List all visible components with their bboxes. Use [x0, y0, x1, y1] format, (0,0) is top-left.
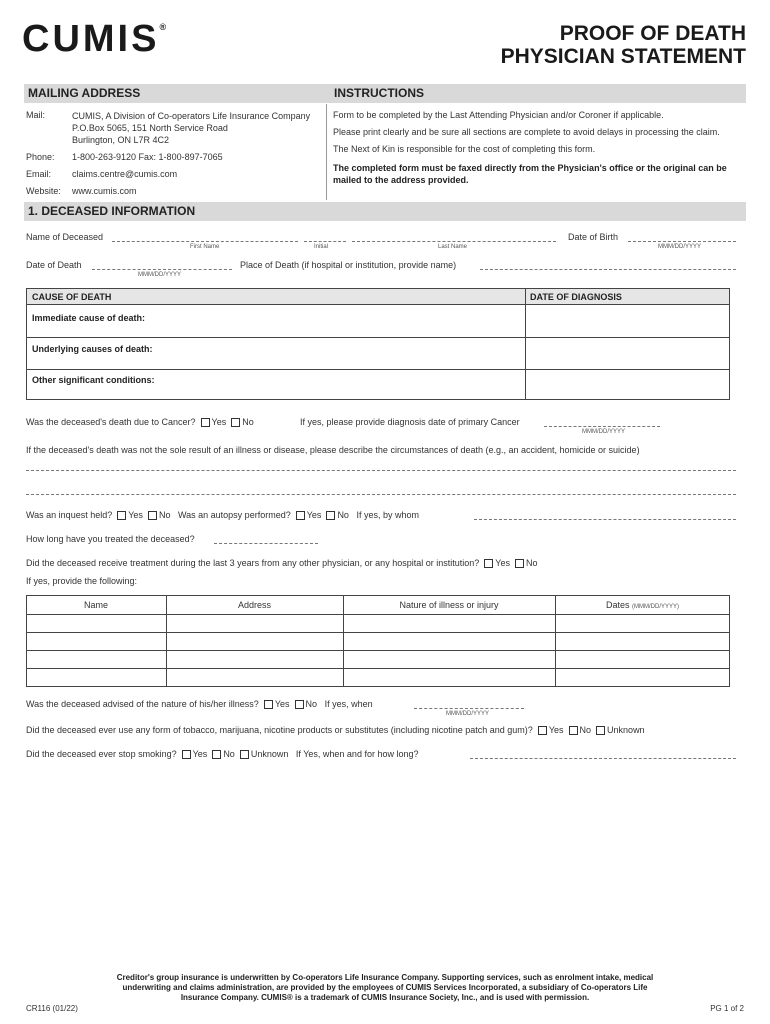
initial-caption: Initial [314, 244, 329, 250]
treatment-no-checkbox[interactable] [515, 559, 524, 568]
treatment-yes-checkbox[interactable] [484, 559, 493, 568]
instruction-4: The completed form must be faxed directly from the Physician's office or the original can be mailed to the address provided. [333, 163, 727, 185]
diagnosis-col-header: DATE OF DIAGNOSIS [530, 292, 622, 302]
dod-field[interactable] [92, 269, 232, 270]
mailing-address-heading: MAILING ADDRESS [24, 84, 330, 103]
cause-col-header: CAUSE OF DEATH [32, 292, 112, 302]
row-rule [26, 632, 730, 633]
cancer-date-field[interactable] [544, 426, 660, 427]
stop-no-checkbox[interactable] [212, 750, 221, 759]
advised-yes-checkbox[interactable] [264, 700, 273, 709]
dob-format: MMM/DD/YYYY [658, 244, 702, 250]
advised-date-field[interactable] [414, 708, 524, 709]
name-label: Name of Deceased [26, 232, 104, 242]
row-rule [26, 369, 730, 370]
tobacco-yes-checkbox[interactable] [538, 726, 547, 735]
circumstances-label: If the deceased's death was not the sole result of an illness or disease, please describe the circumstances of death (e.g., an accident, homicide or suicide) [26, 445, 640, 455]
footer-disclaimer: Creditor's group insurance is underwritten by Co-operators Life Insurance Company. Supporting services, such as enrolment intake, medical underwriting and claims administration, are provided by the employees of CUMIS Services Incorporated, a subsidiary of Co-operators Life Insurance Company. CUMIS® is a trademark of CUMIS Insurance Society, Inc., and is used with permission. [116, 973, 654, 1002]
stop-unknown-checkbox[interactable] [240, 750, 249, 759]
advised-no-checkbox[interactable] [295, 700, 304, 709]
row-rule [26, 614, 730, 615]
autopsy-yes-checkbox[interactable] [296, 511, 305, 520]
instructions-heading: INSTRUCTIONS [330, 84, 746, 103]
immediate-cause-label: Immediate cause of death: [32, 313, 146, 323]
cumis-logo: CUMIS® [22, 18, 170, 60]
pod-field[interactable] [480, 269, 736, 270]
initial-field[interactable] [304, 241, 346, 242]
cause-table-header [26, 288, 730, 305]
cancer-date-format: MMM/DD/YYYY [582, 429, 626, 435]
stop-smoking-question: Did the deceased ever stop smoking? Yes No Unknown If Yes, when and for how long? [26, 749, 419, 759]
email-label: Email: [26, 169, 52, 179]
instruction-1: Form to be completed by the Last Attending Physician and/or Coroner if applicable. [333, 110, 664, 120]
deceased-info-heading: 1. DECEASED INFORMATION [24, 202, 746, 221]
page-title: PROOF OF DEATH PHYSICIAN STATEMENT [500, 22, 746, 68]
mail-address: CUMIS, A Division of Co-operators Life Insurance Company P.O.Box 5065, 151 North Service Road Burlington, ON L7R 4C2 [72, 111, 311, 145]
cause-table-divider [525, 288, 526, 400]
cancer-yes-checkbox[interactable] [201, 418, 210, 427]
last-name-caption: Last Name [438, 244, 468, 250]
inquest-yes-checkbox[interactable] [117, 511, 126, 520]
website-value: www.cumis.com [72, 186, 137, 196]
mail-label: Mail: [26, 110, 46, 120]
advised-date-format: MMM/DD/YYYY [446, 711, 490, 717]
stop-when-field[interactable] [470, 758, 736, 759]
cancer-question: Was the deceased's death due to Cancer? Yes No [26, 417, 254, 427]
how-long-label: How long have you treated the deceased? [26, 534, 195, 544]
inquest-no-checkbox[interactable] [148, 511, 157, 520]
last-name-field[interactable] [352, 241, 556, 242]
column-divider [326, 104, 327, 200]
dod-label: Date of Death [26, 260, 82, 270]
row-rule [26, 650, 730, 651]
by-whom-field[interactable] [474, 519, 736, 520]
cancer-no-checkbox[interactable] [231, 418, 240, 427]
instruction-2: Please print clearly and be sure all sections are complete to avoid delays in processing the claim. [333, 127, 720, 137]
autopsy-no-checkbox[interactable] [326, 511, 335, 520]
tobacco-question: Did the deceased ever use any form of tobacco, marijuana, nicotine products or substitutes (including nicotine patch and gum)? Yes No Unknown [26, 725, 645, 735]
page-number: PG 1 of 2 [710, 1004, 744, 1013]
underlying-cause-label: Underlying causes of death: [32, 344, 153, 354]
form-code: CR116 (01/22) [26, 1004, 78, 1013]
advised-question: Was the deceased advised of the nature of his/her illness? Yes No If yes, when [26, 699, 373, 709]
instruction-3: The Next of Kin is responsible for the cost of completing this form. [333, 144, 596, 154]
stop-yes-checkbox[interactable] [182, 750, 191, 759]
col-nature: Nature of illness or injury [399, 600, 499, 610]
email-value: claims.centre@cumis.com [72, 169, 178, 179]
row-rule [26, 668, 730, 669]
circumstances-field-1[interactable] [26, 470, 736, 471]
dod-format: MMM/DD/YYYY [138, 272, 182, 278]
col-address: Address [237, 600, 272, 610]
col-name: Name [83, 600, 108, 610]
how-long-field[interactable] [214, 543, 318, 544]
first-name-caption: First Name [190, 244, 220, 250]
first-name-field[interactable] [112, 241, 298, 242]
phone-label: Phone: [26, 152, 55, 162]
circumstances-field-2[interactable] [26, 494, 736, 495]
col-dates: Dates (MMM/DD/YYYY) [605, 600, 680, 610]
website-label: Website: [26, 186, 61, 196]
row-rule [26, 337, 730, 338]
if-yes-label: If yes, provide the following: [26, 576, 138, 586]
inquest-question: Was an inquest held? Yes No Was an autopsy performed? Yes No If yes, by whom [26, 510, 419, 520]
tobacco-no-checkbox[interactable] [569, 726, 578, 735]
treatment-question: Did the deceased receive treatment during the last 3 years from any other physician, or any hospital or institution? Yes No [26, 558, 538, 568]
cancer-date-label: If yes, please provide diagnosis date of primary Cancer [300, 417, 520, 427]
pod-label: Place of Death (if hospital or institution, provide name) [240, 260, 457, 270]
phone-value: 1-800-263-9120 Fax: 1-800-897-7065 [72, 152, 223, 162]
tobacco-unknown-checkbox[interactable] [596, 726, 605, 735]
other-conditions-label: Other significant conditions: [32, 375, 155, 385]
dob-field[interactable] [628, 241, 736, 242]
dob-label: Date of Birth [568, 232, 619, 242]
